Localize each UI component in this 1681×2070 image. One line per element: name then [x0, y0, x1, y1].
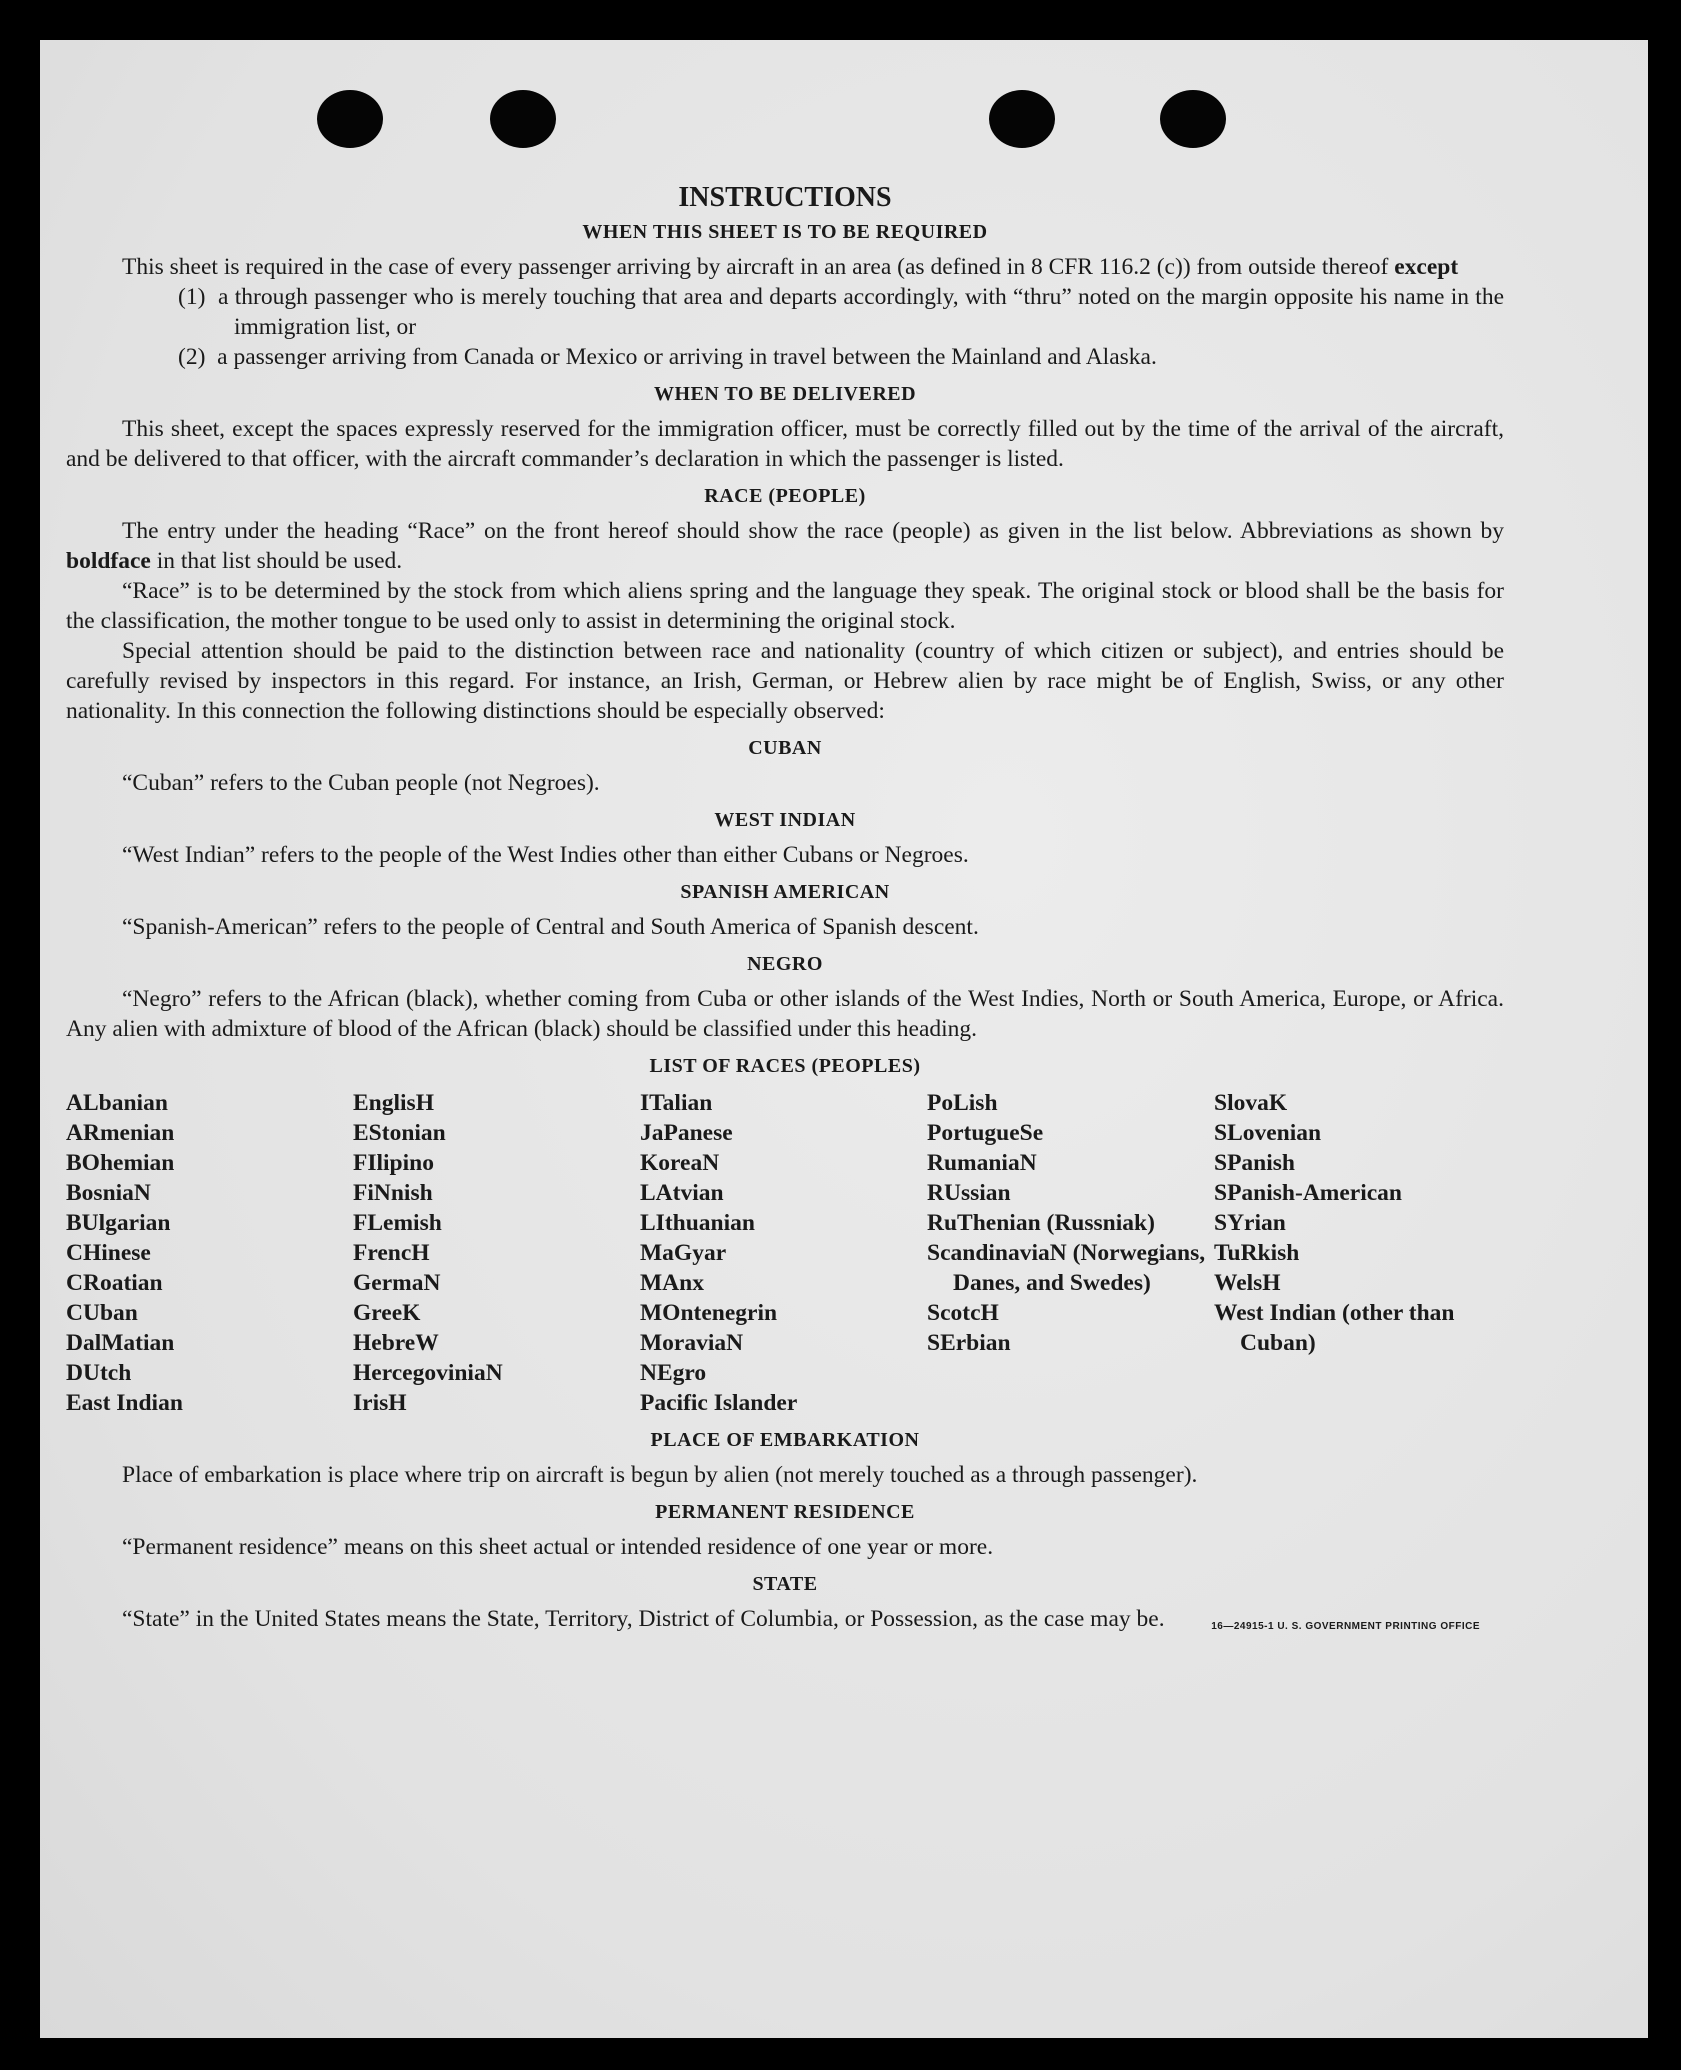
printing-office-line: 16—24915-1 U. S. GOVERNMENT PRINTING OFFICE [1211, 1621, 1480, 1632]
paragraph-state: “State” in the United States means the State, Territory, District of Columbia, or Possession, as the case may be. [122, 1606, 1165, 1632]
punch-hole [989, 90, 1055, 148]
heading-state: STATE [752, 1573, 818, 1595]
heading-cuban: CUBAN [748, 737, 822, 759]
race-item: RUssian [927, 1180, 1011, 1206]
heading-west-indian: WEST INDIAN [714, 809, 856, 831]
punch-hole [1160, 90, 1226, 148]
paragraph-spanish-american: “Spanish-American” refers to the people of Central and South America of Spanish descent. [122, 914, 979, 940]
paragraph-cuban: “Cuban” refers to the Cuban people (not Negroes). [122, 770, 600, 796]
heading-spanish-american: SPANISH AMERICAN [680, 881, 890, 903]
race-item: PoLish [927, 1090, 998, 1116]
paragraph-embarkation: Place of embarkation is place where trip on aircraft is begun by alien (not merely touched as a through passenger). [122, 1462, 1198, 1488]
race-item: PortugueSe [927, 1120, 1044, 1146]
race-item: CHinese [66, 1240, 151, 1266]
race-item: HebreW [353, 1330, 439, 1356]
race-item: NEgro [640, 1360, 707, 1386]
race-item: IrisH [353, 1390, 407, 1416]
race-list [66, 1088, 1504, 1418]
race-item: SYrian [1214, 1210, 1286, 1236]
race-item: WelsH [1214, 1270, 1281, 1296]
item-number: (1) [178, 284, 206, 310]
race-p1-bold: boldface [66, 548, 151, 574]
race-item: LAtvian [640, 1180, 724, 1206]
race-item: SPanish [1214, 1150, 1295, 1176]
race-item: MAnx [640, 1270, 704, 1296]
race-item: RumaniaN [927, 1150, 1037, 1176]
item-number: (2) [178, 344, 206, 370]
heading-when-delivered: WHEN TO BE DELIVERED [653, 383, 917, 405]
race-item: MaGyar [640, 1240, 727, 1266]
race-item: KoreaN [640, 1150, 720, 1176]
race-item: FrencH [353, 1240, 430, 1266]
race-item: ALbanian [66, 1090, 168, 1116]
paragraph-negro: “Negro” refers to the African (black), whether coming from Cuba or other islands of the West Indies, North or South America, Europe, or Africa. Any alien with admixture of blood of the African (black) should be classified under this heading. [66, 986, 1504, 1042]
race-item: ScotcH [927, 1300, 999, 1326]
item-text: a through passenger who is merely touching that area and departs accordingly, with “thru” noted on the margin opposite his name in the immigration list, or [218, 284, 1505, 340]
race-item: ARmenian [66, 1120, 175, 1146]
race-item: ScandinaviaN (Norwegians, Danes, and Swedes) [927, 1240, 1206, 1296]
race-item: CUban [66, 1300, 138, 1326]
race-item: GermaN [353, 1270, 441, 1296]
race-item: SErbian [927, 1330, 1011, 1356]
paragraph-race-1 [66, 516, 1504, 576]
race-item: FIlipino [353, 1150, 434, 1176]
race-item: TuRkish [1214, 1240, 1300, 1266]
paragraph-race-3: Special attention should be paid to the distinction between race and nationality (country of which citizen or subject), and entries should be carefully revised by inspectors in this regard. For instance, an Irish, German, or Hebrew alien by race might be of English, Swiss, or any other nationality. In this connection the following distinctions should be especially observed: [66, 638, 1504, 724]
list-item [66, 342, 1504, 372]
heading-race-list: LIST OF RACES (PEOPLES) [649, 1055, 921, 1077]
race-p1-after: in that list should be used. [156, 548, 403, 574]
instructions-body [66, 178, 1504, 1634]
heading-negro: NEGRO [747, 953, 823, 975]
race-item: EnglisH [353, 1090, 434, 1116]
race-item: Pacific Islander [640, 1390, 798, 1416]
except-text: except [1394, 254, 1459, 280]
race-item: DalMatian [66, 1330, 175, 1356]
state-row [66, 1604, 1504, 1634]
race-column [1214, 1088, 1504, 1418]
race-item: MOntenegrin [640, 1300, 778, 1326]
paragraph-when-required [66, 252, 1504, 282]
race-item: HercegoviniaN [353, 1360, 503, 1386]
paragraph-west-indian: “West Indian” refers to the people of the West Indies other than either Cubans or Negroes. [122, 842, 969, 868]
race-item: FiNnish [353, 1180, 433, 1206]
race-column [66, 1088, 353, 1418]
heading-embarkation: PLACE OF EMBARKATION [650, 1429, 920, 1451]
race-item: SLovenian [1214, 1120, 1322, 1146]
race-item: ITalian [640, 1090, 713, 1116]
required-text: This sheet is required in the case of every passenger arriving by aircraft in an area (as defined in 8 CFR 116.2 (c)) from outside thereof [122, 254, 1389, 280]
page-title: INSTRUCTIONS [678, 182, 892, 213]
punch-hole [490, 90, 556, 148]
paragraph-when-delivered: This sheet, except the spaces expressly reserved for the immigration officer, must be correctly filled out by the time of the arrival of the aircraft, and be delivered to that officer, with the aircraft commander’s declaration in which the passenger is listed. [66, 416, 1504, 472]
race-item: BOhemian [66, 1150, 175, 1176]
race-item: CRoatian [66, 1270, 163, 1296]
punch-hole [317, 90, 383, 148]
race-item: LIthuanian [640, 1210, 755, 1236]
race-item: GreeK [353, 1300, 421, 1326]
race-item: RuThenian (Russniak) [927, 1210, 1155, 1236]
document-page [40, 40, 1648, 2038]
race-item: BUlgarian [66, 1210, 171, 1236]
paragraph-race-2: “Race” is to be determined by the stock from which aliens spring and the language they speak. The original stock or blood shall be the basis for the classification, the mother tongue to be used only to assist in determining the original stock. [66, 578, 1504, 634]
heading-permanent-residence: PERMANENT RESIDENCE [655, 1501, 915, 1523]
race-p1-before: The entry under the heading “Race” on the front hereof should show the race (people) as given in the list below. Abbreviations as shown by [122, 518, 1504, 544]
paragraph-permanent-residence: “Permanent residence” means on this sheet actual or intended residence of one year or more. [122, 1534, 994, 1560]
race-item: West Indian (other than Cuban) [1214, 1300, 1455, 1356]
race-item: BosniaN [66, 1180, 151, 1206]
heading-when-required: WHEN THIS SHEET IS TO BE REQUIRED [582, 221, 988, 243]
race-item: EStonian [353, 1120, 446, 1146]
heading-race: RACE (PEOPLE) [704, 485, 866, 507]
race-item: JaPanese [640, 1120, 733, 1146]
race-item: SlovaK [1214, 1090, 1288, 1116]
race-item: DUtch [66, 1360, 132, 1386]
race-item: MoraviaN [640, 1330, 744, 1356]
item-text: a passenger arriving from Canada or Mexico or arriving in travel between the Mainland and Alaska. [217, 344, 1157, 370]
race-column [927, 1088, 1214, 1418]
race-column [640, 1088, 927, 1418]
list-item [66, 282, 1504, 342]
race-item: SPanish-American [1214, 1180, 1402, 1206]
race-item: East Indian [66, 1390, 183, 1416]
race-item: FLemish [353, 1210, 442, 1236]
race-column [353, 1088, 640, 1418]
